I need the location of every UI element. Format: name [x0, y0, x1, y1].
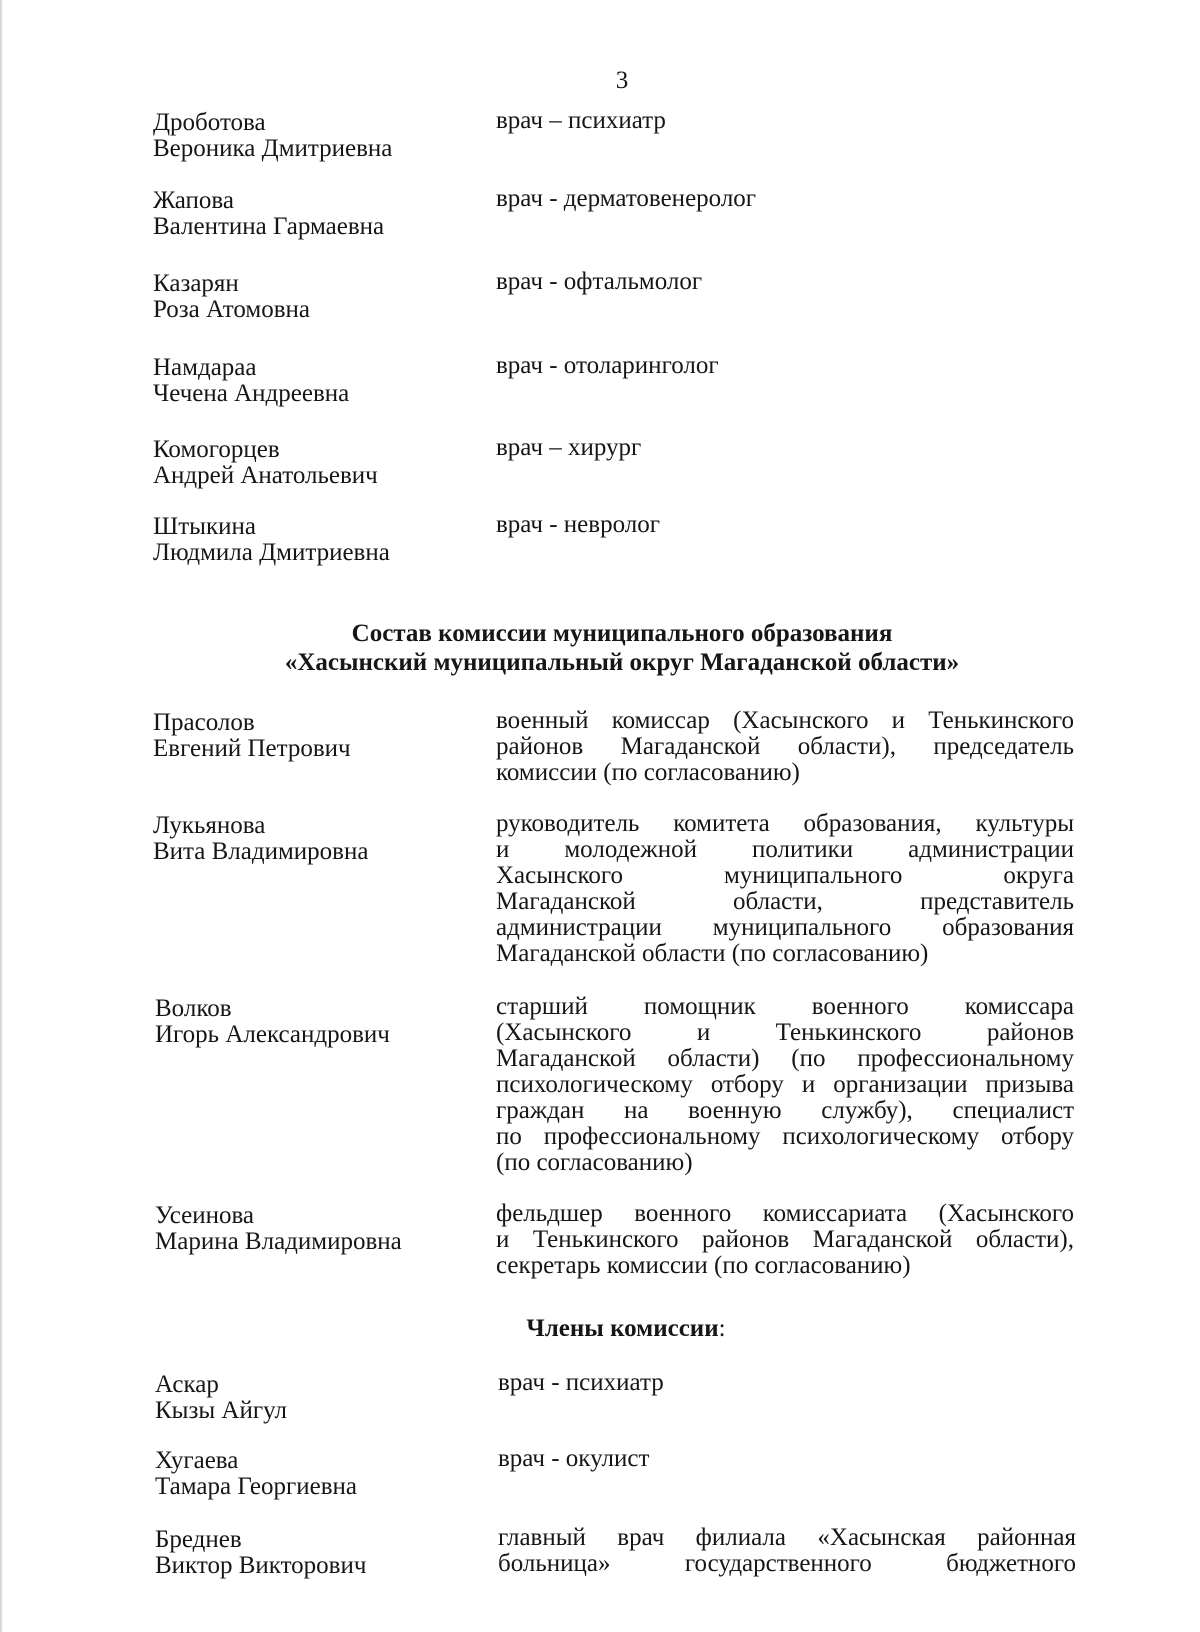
- member-name-kazaryan: Казарян Роза Атомовна: [153, 270, 311, 323]
- member-name-namdaraa: Намдараа Чечена Андреевна: [153, 354, 350, 407]
- leader-position-lukyanova: руководитель комитета образования, культуры и молодежной политики администрации Хасынского муниципального округа Магаданской области, представитель администрации муниципального образования Магаданской области (по согласованию): [496, 810, 1074, 967]
- member-name-komogortsev: Комогорцев Андрей Анатольевич: [153, 436, 378, 489]
- member-position-zhapova: врач - дерматовенеролог: [496, 185, 757, 212]
- leader-name-prasolov: Прасолов Евгений Петрович: [153, 709, 351, 762]
- member-name-droborova: Дроботова Вероника Дмитриевна: [153, 109, 393, 162]
- member-name-askar: Аскар Кызы Айгул: [155, 1371, 287, 1424]
- leader-name-lukyanova: Лукьянова Вита Владимировна: [153, 812, 369, 865]
- leader-name-volkov: Волков Игорь Александрович: [155, 995, 390, 1048]
- commission-heading-line2: «Хасынский муниципальный округ Магаданской области»: [284, 649, 960, 676]
- member-name-khugaeva: Хугаева Тамара Георгиевна: [155, 1447, 357, 1500]
- member-name-shtykina: Штыкина Людмила Дмитриевна: [153, 513, 390, 566]
- leader-position-volkov: старший помощник военного комиссара (Хасынского и Тенькинского районов Магаданской области) (по профессиональному психологическому отбору и организации призыва граждан на военную службу), специалист по профессиональному психологическому отбору (по согласованию): [496, 993, 1074, 1176]
- leader-name-useinova: Усеинова Марина Владимировна: [155, 1202, 402, 1255]
- member-name-brednev: Бреднев Виктор Викторович: [155, 1526, 367, 1579]
- member-position-namdaraa: врач - отоларинголог: [496, 352, 719, 379]
- member-position-droborova: врач – психиатр: [496, 107, 666, 134]
- member-position-shtykina: врач - невролог: [496, 511, 660, 538]
- scan-edge-shadow: [0, 0, 3, 1632]
- members-heading: Члены комиссии:: [526, 1315, 726, 1342]
- page-number: 3: [615, 67, 629, 94]
- member-position-komogortsev: врач – хирург: [496, 434, 642, 461]
- member-position-khugaeva: врач - окулист: [498, 1445, 650, 1472]
- member-position-askar: врач - психиатр: [498, 1369, 664, 1396]
- commission-heading-line1: Состав комиссии муниципального образования: [351, 620, 893, 647]
- leader-position-useinova: фельдшер военного комиссариата (Хасынского и Тенькинского районов Магаданской области), секретарь комиссии (по согласованию): [496, 1200, 1074, 1279]
- member-position-brednev: главный врач филиала «Хасынская районная больница» государственного бюджетного: [498, 1524, 1076, 1577]
- member-name-zhapova: Жапова Валентина Гармаевна: [153, 187, 385, 240]
- member-position-kazaryan: врач - офтальмолог: [496, 268, 703, 295]
- leader-position-prasolov: военный комиссар (Хасынского и Тенькинского районов Магаданской области), председатель комиссии (по согласованию): [496, 707, 1074, 786]
